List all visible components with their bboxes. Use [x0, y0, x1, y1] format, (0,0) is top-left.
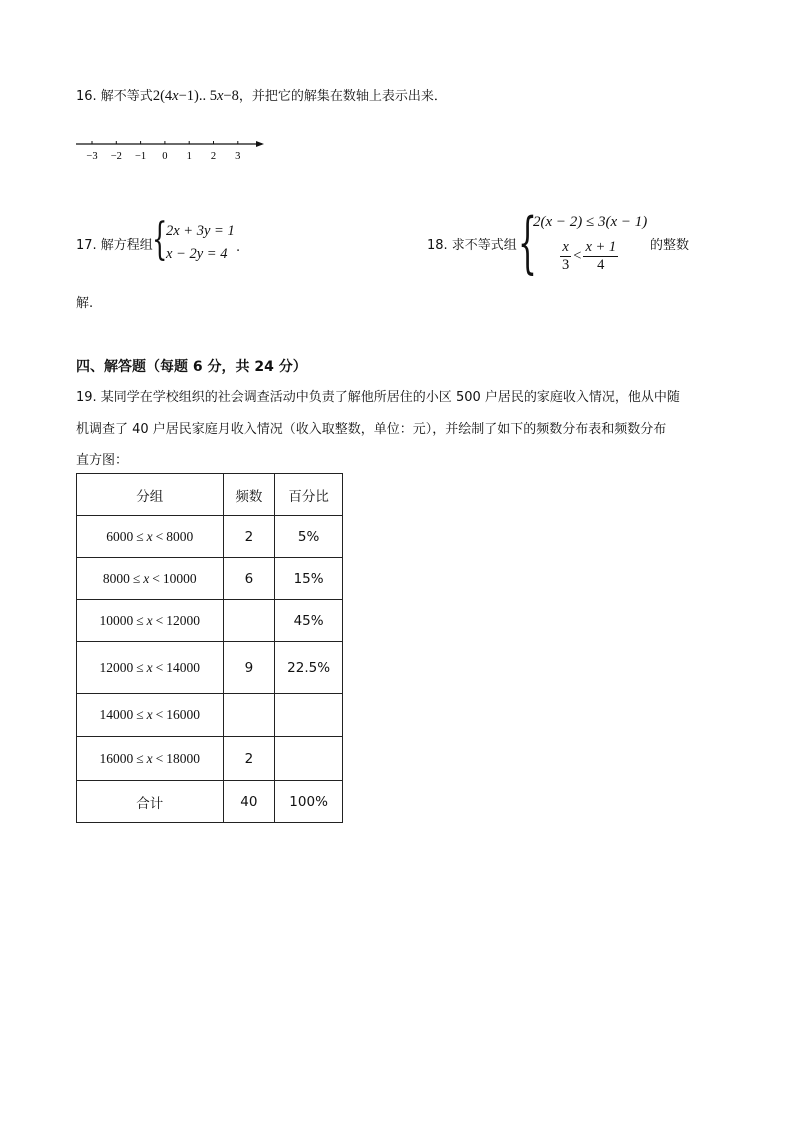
- cell-frequency: 2: [223, 516, 275, 558]
- q19-line-1: 19. 某同学在学校组织的社会调查活动中负责了解他所居住的小区 500 户居民的家庭收入情况，他从中随: [76, 390, 680, 405]
- q18-inequality-1: 2(x − 2) ≤ 3(x − 1): [533, 214, 648, 230]
- header-percentage: 百分比: [275, 474, 343, 516]
- q18-suffix: 的整数: [650, 238, 690, 253]
- table-row: [77, 642, 343, 694]
- q18-brace: {: [518, 204, 537, 281]
- q17-equation-2: x − 2y = 4: [166, 246, 228, 262]
- cell-frequency: 6: [223, 558, 275, 600]
- q18-fraction-1: $\frac{x}{3}$: [562, 239, 570, 273]
- cell-percentage: 45%: [275, 600, 343, 642]
- cell-total-frequency: 40: [223, 781, 275, 823]
- q16-inequality: 2(4x−1).. 5x−8: [152, 88, 239, 104]
- cell-income-range: 10000 ≤ x < 12000: [77, 600, 224, 642]
- q17-suffix: .: [236, 240, 241, 255]
- table-row: [77, 558, 343, 600]
- header-group: 分组: [77, 474, 224, 516]
- table-header-row: [77, 474, 343, 516]
- q17-prefix: 17. 解方程组: [76, 238, 153, 253]
- question-16: [76, 86, 447, 107]
- cell-percentage: 5%: [275, 516, 343, 558]
- q18-continuation: 解.: [76, 296, 94, 311]
- section-4-title: 四、解答题（每题 6 分，共 24 分）: [76, 359, 307, 375]
- table-row: [77, 737, 343, 781]
- cell-total-percentage: 100%: [275, 781, 343, 823]
- frequency-table: [76, 473, 343, 823]
- cell-frequency: [223, 600, 275, 642]
- cell-income-range: 14000 ≤ x < 16000: [77, 694, 224, 737]
- cell-income-range: 6000 ≤ x < 8000: [77, 516, 224, 558]
- cell-percentage: 15%: [275, 558, 343, 600]
- table-total-row: [77, 781, 343, 823]
- number-line-label: 2: [210, 151, 217, 162]
- number-line-label: −2: [110, 151, 122, 162]
- cell-income-range: 16000 ≤ x < 18000: [77, 737, 224, 781]
- table-row: [77, 516, 343, 558]
- q16-prefix: 16. 解不等式: [76, 89, 153, 104]
- cell-income-range: 12000 ≤ x < 14000: [77, 642, 224, 694]
- q18-inequality-2: $\frac{x}{3}$ < $\frac{x + 1}{4}$: [562, 239, 617, 273]
- cell-percentage: [275, 694, 343, 737]
- q19-line-2: 机调查了 40 户居民家庭月收入情况（收入取整数，单位：元），并绘制了如下的频数分布表和频数分布: [76, 422, 667, 437]
- q17-equation-1: 2x + 3y = 1: [166, 223, 235, 239]
- number-line-label: 3: [235, 151, 241, 162]
- cell-percentage: 22.5%: [275, 642, 343, 694]
- number-line-label: −3: [86, 151, 98, 162]
- q18-prefix: 18. 求不等式组: [427, 238, 517, 253]
- q18-fraction-2: $\frac{x + 1}{4}$: [585, 239, 617, 273]
- question-17: [76, 236, 153, 256]
- cell-income-range: 8000 ≤ x < 10000: [77, 558, 224, 600]
- table-row: [77, 694, 343, 737]
- number-line: [74, 136, 274, 176]
- number-line-label: 0: [162, 151, 168, 162]
- cell-total-label: 合计: [77, 781, 224, 823]
- cell-frequency: 2: [223, 737, 275, 781]
- number-line-label: 1: [186, 151, 192, 162]
- cell-percentage: [275, 737, 343, 781]
- number-line-label: −1: [135, 151, 147, 162]
- cell-frequency: 9: [223, 642, 275, 694]
- table-row: [77, 600, 343, 642]
- cell-frequency: [223, 694, 275, 737]
- header-frequency: 频数: [223, 474, 275, 516]
- q17-brace: {: [152, 214, 168, 265]
- q19-line-3: 直方图：: [76, 453, 129, 468]
- q16-suffix: ，并把它的解集在数轴上表示出来．: [238, 89, 447, 104]
